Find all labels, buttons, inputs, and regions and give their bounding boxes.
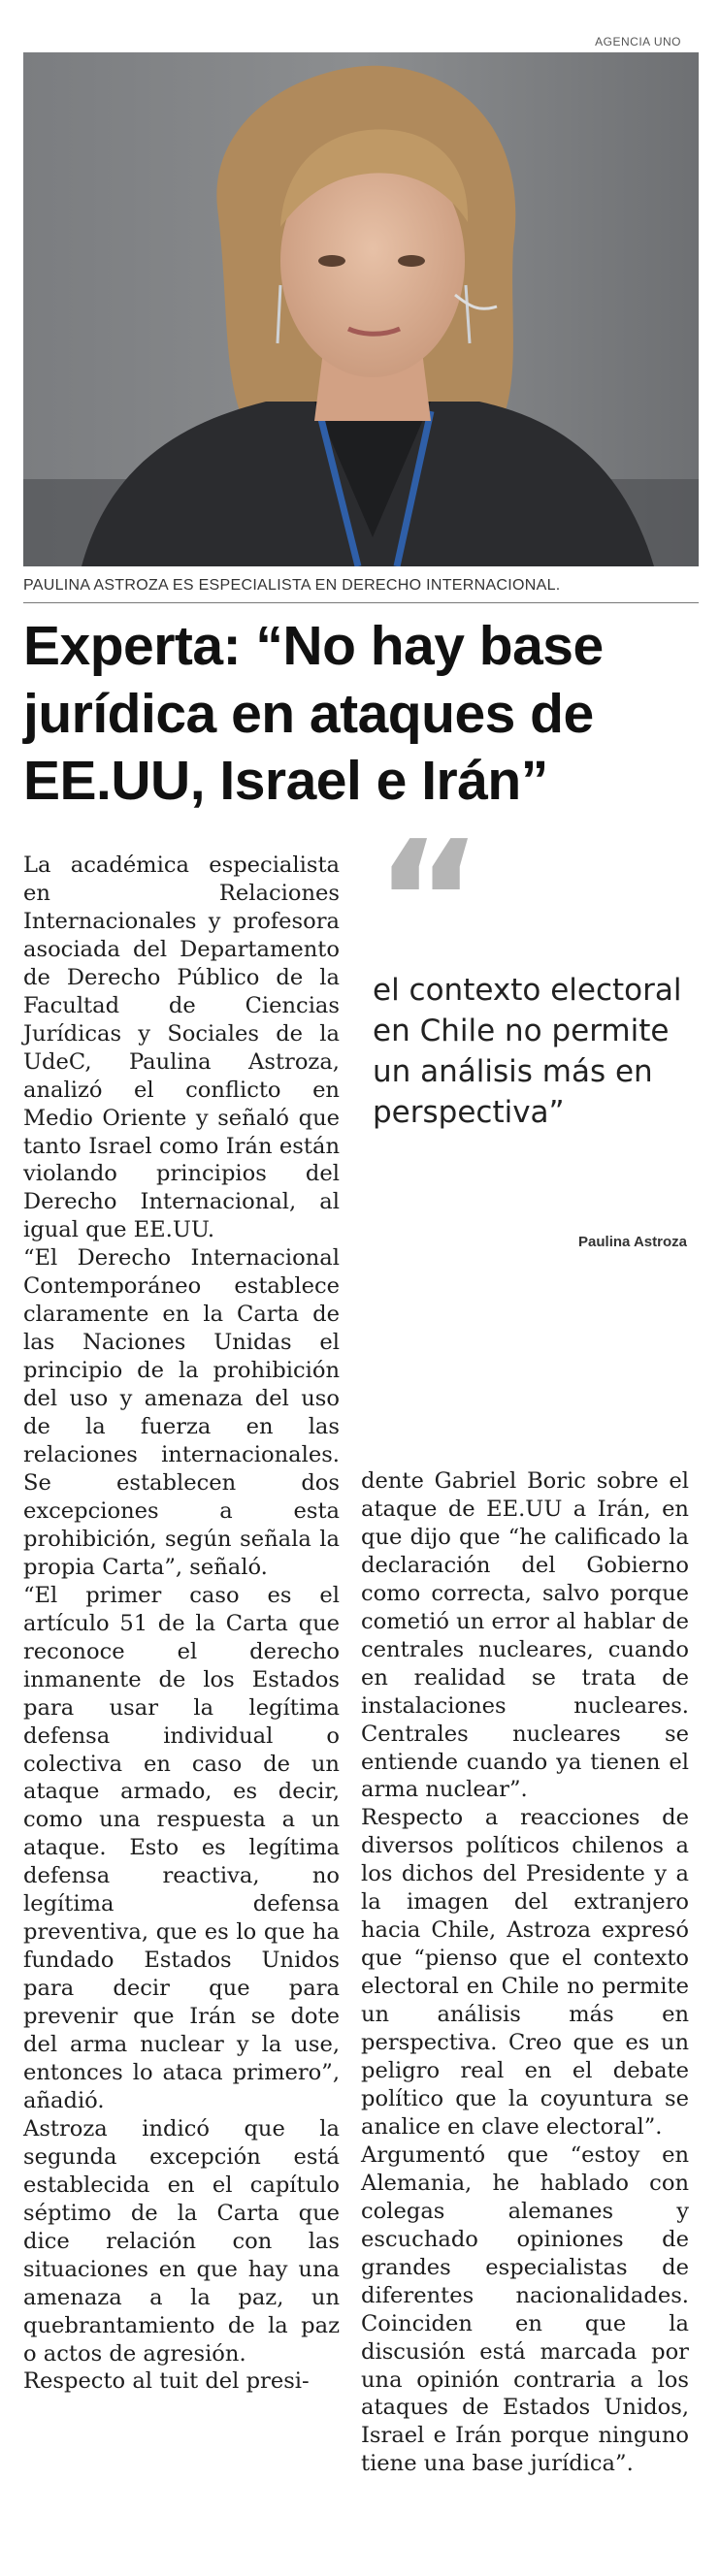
- body-paragraph: Argumentó que “estoy en Alemania, he hablado con colegas alemanes y escuchado opiniones de grandes especialistas de diferentes nacionalidades. Coinciden en que la discusión está marcada por una opinión contraria a los ataques de Estados Unidos, Israel e Irán porque ninguno tiene una base jurídica”.: [361, 2141, 689, 2477]
- body-column-left: [23, 852, 340, 2396]
- portrait-illustration: [23, 52, 699, 566]
- quote-mark-icon: “: [375, 806, 483, 998]
- pull-quote-author: Paulina Astroza: [578, 1234, 687, 1250]
- body-paragraph: “El primer caso es el artículo 51 de la Carta que reconoce el derecho inmanente de los Estados para usar la legítima defensa individual o colectiva en caso de un ataque armado, es decir, como una respuesta a un ataque. Esto es legítima defensa reactiva, no legítima defensa preventiva, que es lo que ha fundado Estados Unidos para decir que para prevenir que Irán se dote del arma nuclear y la use, entonces lo ataca primero”, añadió.: [23, 1582, 340, 2113]
- body-paragraph: Respecto a reacciones de diversos políticos chilenos a los dichos del Presidente y a la imagen del extranjero hacia Chile, Astroza expresó que “pienso que el contexto electoral en Chile no permite un análisis más en perspectiva. Creo que es un peligro real en el debate político que la coyuntura se analice en clave electoral”.: [361, 1805, 689, 2140]
- body-paragraph: Respecto al tuit del presi-: [23, 2368, 310, 2395]
- portrait-photo: [23, 52, 699, 566]
- photo-credit: AGENCIA UNO: [595, 35, 681, 48]
- headline: Experta: “No hay base jurídica en ataques de EE.UU, Israel e Irán”: [23, 615, 604, 813]
- body-paragraph: La académica especialista en Relaciones Internacionales y profesora asociada del Departamento de Derecho Público de la Facultad de Ciencias Jurídicas y Sociales de la UdeC, Paulina Astroza, analizó el conflicto en Medio Oriente y señaló que tanto Israel como Irán están violando principios del Derecho Internacional, al igual que EE.UU.: [23, 853, 340, 1243]
- photo-caption: PAULINA ASTROZA ES ESPECIALISTA EN DERECHO INTERNACIONAL.: [23, 577, 699, 603]
- body-paragraph: Astroza indicó que la segunda excepción está establecida en el capítulo séptimo de la Carta que dice relación con las situaciones en que hay una amenaza a la paz, un quebrantamiento de la paz o actos de agresión.: [23, 2115, 340, 2367]
- pull-quote: el contexto electoral en Chile no permite un análisis más en perspectiva”: [373, 973, 682, 1130]
- body-paragraph: “El Derecho Internacional Contemporáneo establece claramente en la Carta de las Naciones Unidas el principio de la prohibición del uso y amenaza del uso de la fuerza en las relaciones internacionales. Se establecen dos excepciones a esta prohibición, según señala la propia Carta”, señaló.: [23, 1245, 340, 1580]
- body-column-right: [361, 1467, 689, 2478]
- body-paragraph: dente Gabriel Boric sobre el ataque de EE.UU a Irán, en que dijo que “he calificado la declaración del Gobierno como correcta, salvo porque cometió un error al hablar de centrales nucleares, cuando en realidad se trata de instalaciones nucleares. Centrales nucleares se entiende cuando ya tienen el arma nuclear”.: [361, 1468, 689, 1803]
